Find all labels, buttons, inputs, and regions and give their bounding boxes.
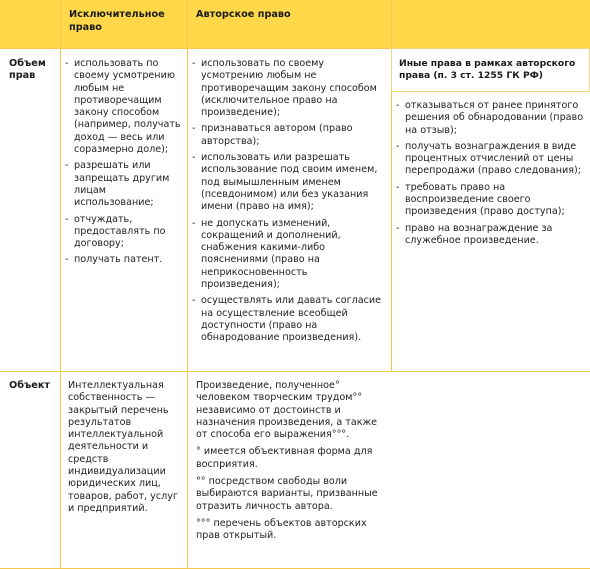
list-item: - право на вознаграждение за служебное произведение. <box>393 223 585 248</box>
list-item: - использовать по своему усмотрению любым не противоречащим закону способом (исключительное право на произведение); <box>189 58 387 119</box>
list-item: - требовать право на воспроизведение своего произведения (право доступа); <box>393 182 585 219</box>
list-item: - признаваться автором (право авторства); <box>189 123 387 148</box>
scope-other-list <box>393 100 585 247</box>
header-exclusive-right <box>60 0 187 48</box>
object-exclusive-cell: Интеллектуальная собственность — закрытый перечень результатов интеллектуальной деятельности и средств индивидуализации юридических лиц, товаров, работ, услуг и предприятий. <box>68 380 178 514</box>
scope-exclusive-cell <box>62 58 182 271</box>
list-item: - разрешать или запрещать другим лицам использование; <box>62 160 182 209</box>
header-author-right <box>187 0 391 48</box>
object-author-text: Произведение, полученное° человеком творческим трудом°° независимо от достоинств и назначения произведения, а также от способа его выражения°°°. <box>196 380 378 441</box>
grid-line <box>60 0 61 569</box>
list-item: - отчуждать, предоставлять по договору; <box>62 214 182 251</box>
scope-other-cell <box>393 100 585 251</box>
object-author-note: °° посредством свободы воли выбираются варианты, призванные отразить личность автора. <box>196 476 378 512</box>
header-author-label: Авторское право <box>196 9 291 20</box>
list-item: - использовать по своему усмотрению любым не противоречащим закону способом (например, получать доход — весь или соразмерно доле); <box>62 58 182 156</box>
scope-author-cell <box>189 58 387 349</box>
list-item: - не допускать изменений, сокращений и дополнений, снабжения какими-либо пояснениями (право на неприкосновенность произведения); <box>189 218 387 292</box>
list-item: - осуществлять или давать согласие на осуществление всеобщей доступности (право на обнародование произведения). <box>189 295 387 344</box>
object-author-note: ° имеется объективная форма для восприятия. <box>196 446 373 470</box>
header-exclusive-label: Исключительное право <box>69 9 165 33</box>
list-item: - использовать или разрешать использование под своим именем, под вымышленным именем (псевдонимом) или без указания имени (право на имя); <box>189 152 387 213</box>
header-empty-right <box>391 0 590 48</box>
header-empty-cell <box>0 0 60 48</box>
grid-line <box>187 0 188 569</box>
list-item: - отказываться от ранее принятого решения об обнародовании (право на отзыв); <box>393 100 585 137</box>
other-rights-title-box <box>391 48 590 92</box>
list-item: - получать патент. <box>62 254 182 266</box>
row-label-scope: Объем прав <box>9 58 46 82</box>
other-rights-title: Иные права в рамках авторского права (п. 3 ст. 1255 ГК РФ) <box>399 58 576 81</box>
scope-author-list <box>189 58 387 345</box>
object-author-note: °°° перечень объектов авторских прав открытый. <box>196 517 367 542</box>
list-item: - получать вознаграждения в виде процентных отчислений от цены перепродажи (право следования); <box>393 141 585 178</box>
scope-exclusive-list <box>62 58 182 267</box>
row-label-object: Объект <box>9 380 51 391</box>
grid-line <box>0 371 590 372</box>
object-author-cell <box>196 380 386 548</box>
